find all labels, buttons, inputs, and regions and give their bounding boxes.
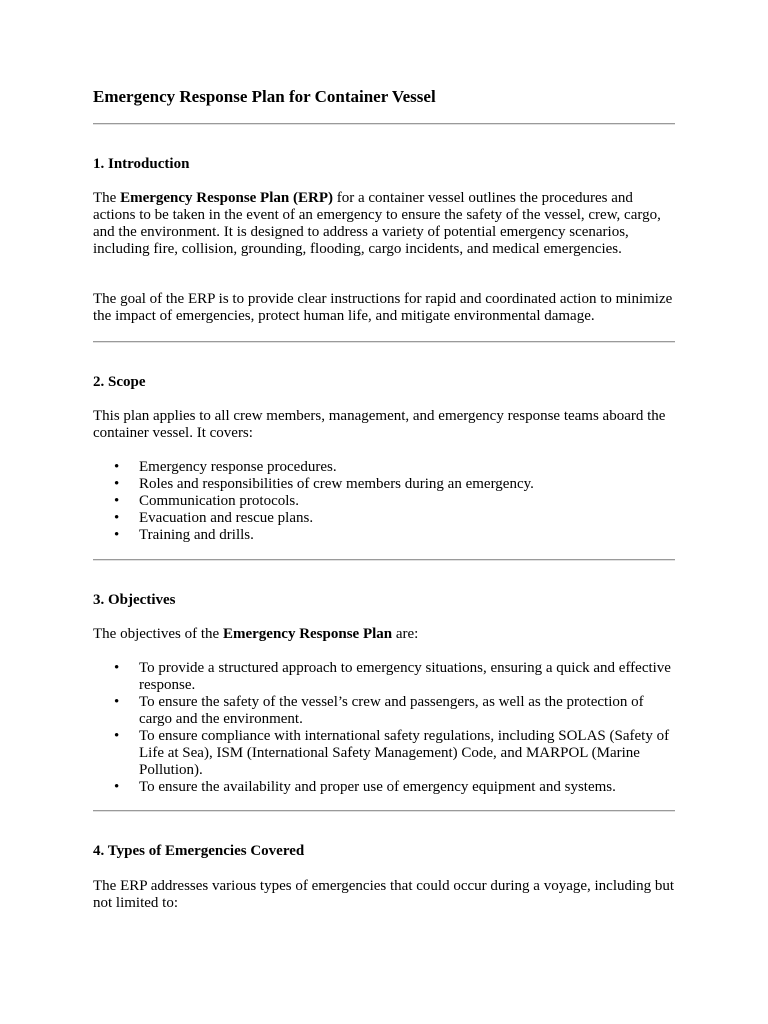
list-item [114, 493, 677, 510]
list-item [114, 476, 677, 493]
intro-text-lead: The [93, 190, 121, 206]
scope-heading: 2. Scope [93, 374, 146, 390]
section-divider [93, 341, 675, 343]
introduction-paragraph-1 [93, 190, 677, 258]
list-item [114, 459, 677, 476]
list-item-text: To ensure the availability and proper use of emergency equipment and systems. [139, 779, 616, 795]
document-title: Emergency Response Plan for Container Vessel [93, 87, 436, 106]
scope-paragraph: This plan applies to all crew members, management, and emergency response teams aboard the container vessel. It covers: [93, 408, 666, 441]
list-item-text: Communication protocols. [139, 493, 299, 509]
list-item-text: Evacuation and rescue plans. [139, 510, 314, 526]
bullet-icon: • [114, 660, 120, 676]
section-divider [93, 810, 675, 812]
objectives-text-lead: The objectives of the [93, 626, 223, 642]
list-item-text: Roles and responsibilities of crew members during an emergency. [139, 476, 534, 492]
list-item [114, 728, 677, 779]
emergencies-paragraph: The ERP addresses various types of emergencies that could occur during a voyage, including but not limited to: [93, 878, 675, 911]
list-item-text: To provide a structured approach to emergency situations, ensuring a quick and effective response. [139, 660, 671, 693]
list-item [114, 694, 677, 728]
bullet-icon: • [114, 459, 120, 475]
scope-list [93, 459, 677, 544]
bullet-icon: • [114, 510, 120, 526]
objectives-text-bold: Emergency Response Plan [222, 626, 393, 642]
bullet-icon: • [114, 527, 120, 543]
list-item [114, 779, 677, 796]
list-item-text: To ensure the safety of the vessel’s crew and passengers, as well as the protection of cargo and the environment. [139, 694, 644, 727]
objectives-paragraph [93, 626, 677, 643]
list-item [114, 660, 677, 694]
list-item [114, 527, 677, 544]
list-item [114, 510, 677, 527]
intro-text-bold: Emergency Response Plan (ERP) [120, 190, 333, 206]
objectives-text-rest: are: [392, 626, 419, 642]
bullet-icon: • [114, 728, 120, 744]
list-item-text: Training and drills. [139, 527, 254, 543]
introduction-paragraph-2: The goal of the ERP is to provide clear instructions for rapid and coordinated action to minimize the impact of emergencies, protect human life, and mitigate environmental damage. [93, 291, 673, 324]
section-divider [93, 559, 675, 561]
bullet-icon: • [114, 493, 120, 509]
objectives-list [93, 660, 677, 796]
list-item-text: To ensure compliance with international safety regulations, including SOLAS (Safety of Life at Sea), ISM (International Safety Management) Code, and MARPOL (Marine Pollution). [139, 728, 670, 778]
emergencies-heading: 4. Types of Emergencies Covered [93, 843, 305, 859]
bullet-icon: • [114, 779, 120, 795]
section-divider [93, 123, 675, 125]
objectives-heading: 3. Objectives [93, 592, 176, 608]
list-item-text: Emergency response procedures. [139, 459, 337, 475]
bullet-icon: • [114, 694, 120, 710]
introduction-heading: 1. Introduction [93, 156, 190, 172]
bullet-icon: • [114, 476, 120, 492]
intro-text-rest: for a container vessel outlines the procedures and actions to be taken in the event of an emergency to ensure the safety of the vessel, crew, cargo, and the environment. It is designed to address a variety of potential emergency scenarios, including fire, collision, grounding, flooding, cargo incidents, and medical emergencies. [93, 190, 661, 257]
